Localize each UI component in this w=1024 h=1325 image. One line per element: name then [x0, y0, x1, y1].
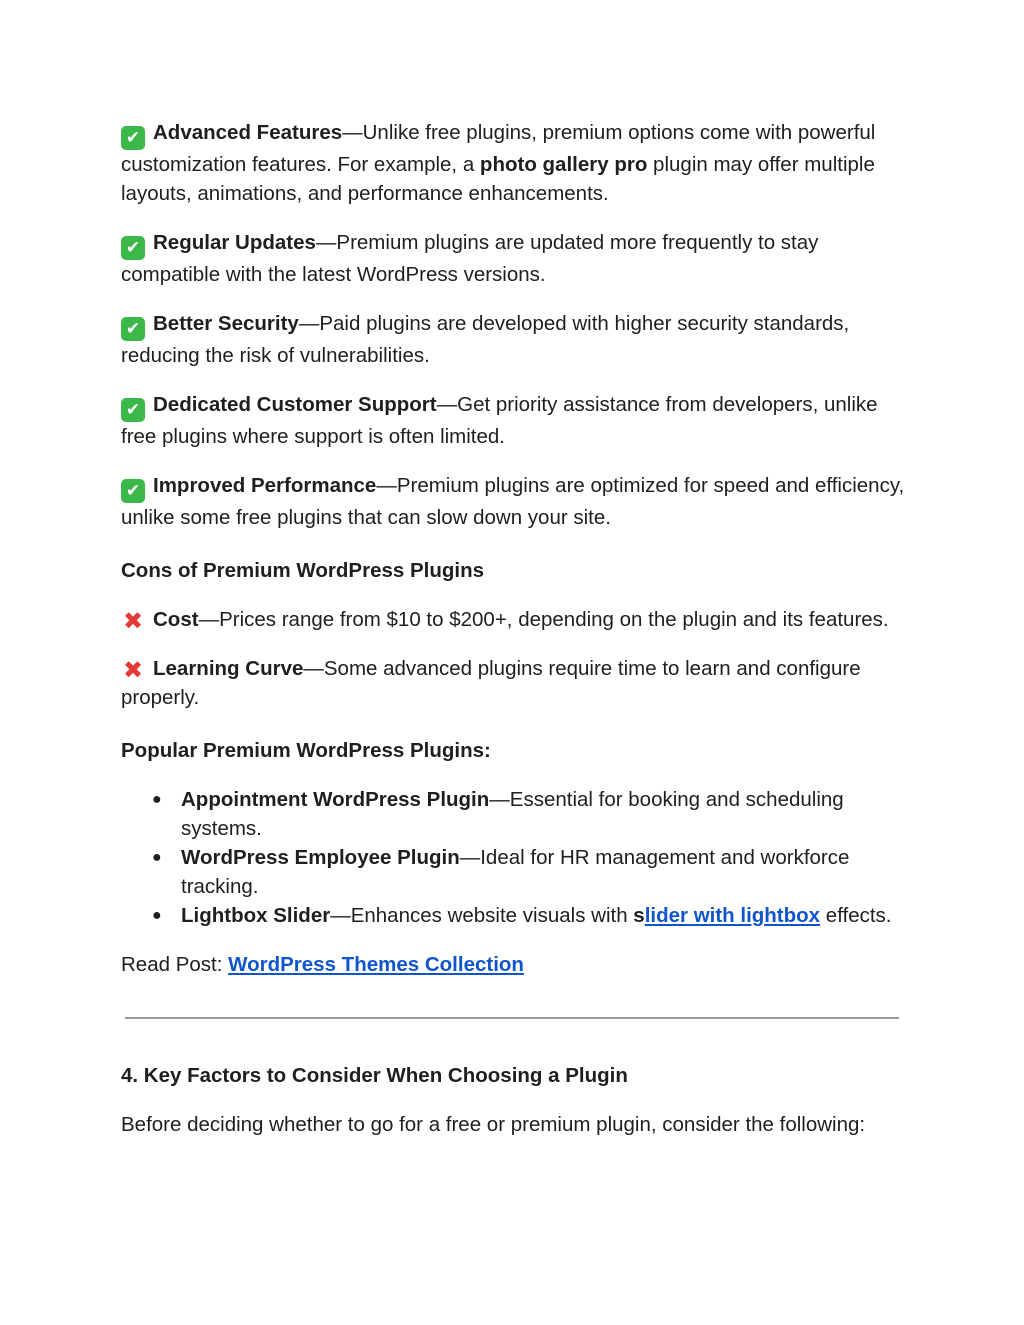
plugin-title: Appointment WordPress Plugin [181, 788, 490, 811]
cross-mark-icon: ✖ [122, 607, 144, 635]
horizontal-divider [125, 1017, 899, 1019]
check-mark-icon: ✔ [121, 126, 145, 150]
check-mark-icon: ✔ [121, 236, 145, 260]
check-mark-icon: ✔ [121, 317, 145, 341]
pro-title: Advanced Features [153, 121, 343, 144]
section-intro: Before deciding whether to go for a free or premium plugin, consider the following: [121, 1113, 866, 1136]
bullet-icon: ● [152, 849, 162, 866]
plugin-title: WordPress Employee Plugin [181, 846, 460, 869]
read-post-label: Read Post: [121, 953, 229, 976]
section-heading: 4. Key Factors to Consider When Choosing a Plugin [121, 1064, 628, 1087]
pro-better-security: ✔ Better Security—Paid plugins are developed with higher security standards, reducing the risk of vulnerabilities. [121, 312, 850, 367]
list-item: ● Appointment WordPress Plugin—Essential for booking and scheduling systems. [121, 785, 911, 843]
pro-title: Regular Updates [153, 231, 316, 254]
pro-title: Improved Performance [153, 474, 377, 497]
con-learning-curve: ✖ Learning Curve—Some advanced plugins require time to learn and configure properly. [121, 656, 861, 709]
plugin-title: Lightbox Slider [181, 904, 331, 927]
read-post [121, 950, 911, 979]
themes-collection-link[interactable]: WordPress Themes Collection [228, 953, 524, 976]
con-cost: ✖ Cost—Prices range from $10 to $200+, depending on the plugin and its features. [122, 607, 889, 635]
popular-plugins-list [121, 785, 911, 930]
list-item: ● WordPress Employee Plugin—Ideal for HR management and workforce tracking. [121, 843, 911, 901]
popular-heading: Popular Premium WordPress Plugins: [121, 739, 491, 762]
check-mark-icon: ✔ [121, 479, 145, 503]
pro-title: Better Security [153, 312, 299, 335]
check-mark-icon: ✔ [121, 398, 145, 422]
document-page [121, 118, 911, 1159]
pro-regular-updates: ✔ Regular Updates—Premium plugins are updated more frequently to stay compatible with the latest WordPress versions. [121, 231, 819, 286]
con-title: Learning Curve [153, 657, 304, 680]
list-item: ● Lightbox Slider—Enhances website visuals with slider with lightbox effects. [121, 901, 911, 930]
pro-title: Dedicated Customer Support [153, 393, 437, 416]
pro-customer-support: ✔ Dedicated Customer Support—Get priority assistance from developers, unlike free plugins where support is often limited. [121, 393, 878, 448]
con-title: Cost [153, 608, 199, 631]
pro-improved-performance: ✔ Improved Performance—Premium plugins are optimized for speed and efficiency, unlike some free plugins that can slow down your site. [121, 474, 905, 529]
cross-mark-icon: ✖ [122, 656, 144, 684]
slider-with-lightbox-link[interactable]: lider with lightbox [644, 904, 821, 927]
inline-bold-term: photo gallery pro [479, 153, 648, 176]
pro-advanced-features: ✔ Advanced Features—Unlike free plugins, premium options come with powerful customization features. For example, a photo gallery pro plugin may offer multiple layouts, animations, and performance enhancements. [121, 121, 876, 205]
bullet-icon: ● [152, 907, 162, 924]
bullet-icon: ● [152, 791, 162, 808]
cons-heading: Cons of Premium WordPress Plugins [121, 559, 484, 582]
